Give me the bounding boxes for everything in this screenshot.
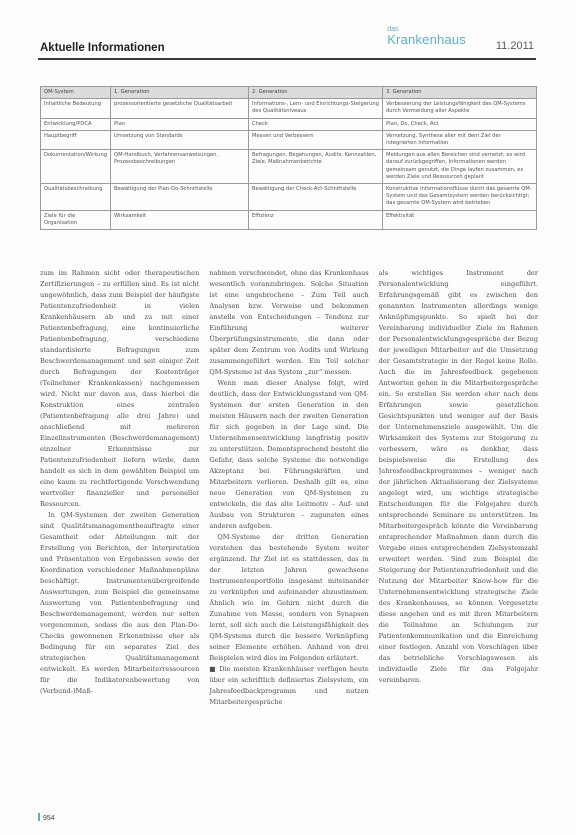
table-header-row — [41, 87, 537, 99]
table-cell: Effizienz — [249, 210, 383, 229]
table-cell: prozessorientierte gesetzliche Qualitätsarbeit — [111, 99, 249, 118]
table-cell: Check — [249, 118, 383, 130]
table-header-cell: 3. Generation — [383, 87, 537, 99]
table-cell: Wirksamkeit — [111, 210, 249, 229]
header-rule — [38, 58, 536, 60]
table-cell: Plan, Do, Check, Act — [383, 118, 537, 130]
table-cell: Konstruktive Informationsflüsse durch das gesamte QM-System und das Gesamtsystem werden berücksichtigt; das gesamte QM-System wird betrieben — [383, 184, 537, 211]
table-row — [41, 184, 537, 211]
table-cell: Befragungen, Begehungen, Audits, Kennzahlen, Ziele, Maßnahmenberichte — [249, 150, 383, 184]
table-row — [41, 210, 537, 229]
table-row — [41, 130, 537, 149]
qm-generations-table — [40, 86, 537, 230]
section-title: Aktuelle Informationen — [40, 42, 165, 54]
table-cell: Umsetzung von Standards — [111, 130, 249, 149]
table-cell: QM-Handbuch, Verfahrensanweisungen, Prozessbeschreibungen — [111, 150, 249, 184]
table-header-cell: 2. Generation — [249, 87, 383, 99]
paragraph: ■ Die meisten Krankenhäuser verfügen heute über ein schriftlich definiertes Zielsystem, ein Jahresfeedbackprogramm und nutzen Mitarbeitergespräche — [209, 665, 369, 706]
paragraph: QM-Systeme der dritten Generation verstehen das bestehende System weiter ergänzend. Ihr Ziel ist es stattdessen, das in der letzten Jahren gewachsene Instrumentenportfolio insgesamt miteinander zu verknüpfen und aufeinander abzustimmen. Ähnlich wie im Gehirn nicht durch die Zunahme von Masse, sondern von Synapsen lernt, soll sich auch die Leistungsfähigkeit des QM-Systems durch die bessere Verknüpfung seiner Elemente erhöhen. Anhand von drei Beispielen wird dies im Folgenden erläutert. — [209, 533, 369, 662]
paragraph: als wichtiges Instrument der Personalentwicklung eingeführt. Erfahrungsgemäß gibt es zwischen den genannten Instrumenten allerdings wenige Anknüpfungspunkte. So spielt bei der Vereinbarung individueller Ziele im Rahmen der Personalentwicklungsgespräche der Bezug der jeweiligen Mitarbeiter auf die Umsetzung der Gesamtstrategie in der Regel keine Rolle. Auch die im Jahresfeedback gegebenen Antworten gehen in die Mitarbeitergespräche ein. So erstellen Sie werden eher nach dem Erfahrungen sowie gesetzlichen Gesichtspunkten und weniger auf der Basis der Unternehmensziele ausgewählt. Um die Wirksamkeit des Systems zur Steigerung zu verbessern, wäre es denkbar, dass beispielsweise die Erstellung des Jahresfeedbackprogrammes – weniger nach der jährlichen Aktualisierung der Zielsysteme angelegt wird, um wichtige strategische Entscheidungen für die Folgejahre durch entsprechende Seminare zu unterstützen. Im Mitarbeitergespräch könnte die Vereinbarung entsprechender Maßnahmen dann durch die Vorgabe eines entsprechenden Zielsystemzahl erweitert werden. Sind zum Beispiel die Steigerung der Patientenzufriedenheit und die Nutzung der Mitarbeiter Know-how für die Unternehmensentwicklung strategische Ziele des Krankenhauses, so können Vorgesetzte diese angehen und es mit ihren Mitarbeitern die Teilnahme an Schulungen zur Patientenkommunikation und die Einreichung einer festlegen. Anzahl von Vorschlägen über das betriebliche Vorschlagswesen als individuelle Ziele für das Folgejahr vereinbaren. — [378, 269, 538, 684]
table-cell: Verbesserung der Leistungsfähigkeit des QM-Systems durch Vermeidung aller Aspekte — [383, 99, 537, 118]
paragraph: zum im Rahmen sicht oder therapeutischen Zertifizierungen – zu erfüllen sind. Es ist nicht ungewöhnlich, dass zum Beispiel der häufigste Patientenzufriedenheit in vielen Krankenhäusern ab und zu mit einer Patientenbefragung, eine kontinuierliche Patientenbefragung, verschiedene standardisierte Befragungen zum Beschwerdemanagement und seit einiger Zeit durch Befragungen der Kostenträger (Teilnehmer Krankenkassen) nachgemessen wird. Nicht nur davon aus, dass hierbei die Konstruktion eines zentralen (Patientenbefragung alle drei Jahre) und anschließend mit mehreren Einzelinstrumenten (Beschwerdemanagement) einzelner Erkenntnisse zur Patientenzufriedenheit liefern würde, dann handelt es sich in dem gewählten Beispiel um eine kaum zu rechtfertigende Verschwendung wertvoller finanzieller und personeller Ressourcen. — [40, 269, 200, 508]
paragraph: nahmen verschwendet, ohne das Krankenhaus wesentlich voranzubringen. Solche Situation ist eine ungebrochene – Zum Teil auch Analysen bzw. Verweise und bekommen anstelle von Entscheidungen – Tendenz zur Einführung weiterer Überprüfungsinstrumente, die dann oder später dem Zentrum von Audits und Wirkung zusammengeführt werden. Ein Teil solcher QM-Systeme ist das System „zur“ messen. — [209, 269, 369, 376]
table-cell: Ziele für die Organisation — [41, 210, 111, 229]
page-number-marker — [38, 813, 40, 821]
text-column-1 — [40, 268, 199, 808]
table-cell: Hauptbegriff — [41, 130, 111, 149]
page-header — [0, 20, 576, 60]
issue-number: 11.2011 — [495, 40, 534, 52]
table-cell: Messen und Verbessern — [249, 130, 383, 149]
table-row — [41, 99, 537, 118]
article-body — [40, 268, 538, 808]
table-cell: Dokumentation/Wirkung — [41, 150, 111, 184]
table-header-cell: 1. Generation — [111, 87, 249, 99]
table-cell: Bewältigung der Plan-Do-Schnittstelle — [111, 184, 249, 211]
logo-small-text: das — [387, 26, 399, 33]
table-row — [41, 118, 537, 130]
text-column-2 — [209, 268, 368, 808]
table-cell: Meldungen aus allen Bereichen sind vernetzt; es wird darauf zurückgegriffen, Informationen werden gemeinsam genutzt, die Dinge laufen zusammen, es werden Ziele und Ressourcen geplant — [383, 150, 537, 184]
table-cell: Plan — [111, 118, 249, 130]
table-header-cell: QM-System — [41, 87, 111, 99]
table-row — [41, 150, 537, 184]
table-cell: Qualitätsbeschreibung — [41, 184, 111, 211]
page-number — [38, 813, 55, 822]
magazine-logo — [387, 26, 466, 46]
table-cell: Informations-, Lern- und Einrichtungs-Steigerung des Qualitätsniveaus — [249, 99, 383, 118]
page-number-text: 954 — [43, 815, 55, 822]
paragraph: In QM-Systemen der zweiten Generation sind Qualitätsmanagementbeauftragte einer Gesamtheit oder Abteilungen mit der Erstellung von Berichten, der Interpretation und Präsentation von Ergebnissen sowie der Koordination verschiedener Maßnahmenpläne beschäftigt. Instrumentenübergreifende Auswertungen, zum Beispiel die gemeinsame Auswertung von Patientenbefragung und Beschwerdemanagement, werden nur selten vorgenommen, sodass die aus den Plan-Do-Checks gewonnenen Erkenntnisse eher als Bedingung für ein separates Ziel des strategischen Qualitätsmanagement entwickelt. Es werden Mitarbeiterressourcen für die Indikatorenbewertung von (Verbund-)Maß- — [40, 511, 200, 695]
table-cell: Bewältigung der Check-Act-Schnittstelle — [249, 184, 383, 211]
table-cell: Vernetzung, Synthese aller mit dem Ziel der integrierten Information — [383, 130, 537, 149]
logo-big-text: Krankenhaus — [387, 32, 466, 47]
table-cell: Inhaltliche Bedeutung — [41, 99, 111, 118]
text-column-3 — [379, 268, 538, 808]
table-cell: Entwicklung/PDCA — [41, 118, 111, 130]
paragraph: Wenn man dieser Analyse folgt, wird deutlich, dass der Entwicklungsstand von QM-Systemen der ersten Generation in den meisten Häusern nach der zweiten Generation für sich gegeben in der Lage sind. Die Unternehmensentwicklung langfristig positiv zu unterstützen. Dementsprechend besteht die Gefahr, dass solche Systeme die notwendige Akzeptanz bei Führungskräften und Mitarbeitern verlieren. Deshalb gilt es, eine neue Generation von QM-Systemen zu entwickeln, die das alte Leitmotiv – Auf- und Ausbau von Strukturen – zugunsten eines anderen aufgeben. — [209, 379, 369, 530]
table-cell: Effektivität — [383, 210, 537, 229]
